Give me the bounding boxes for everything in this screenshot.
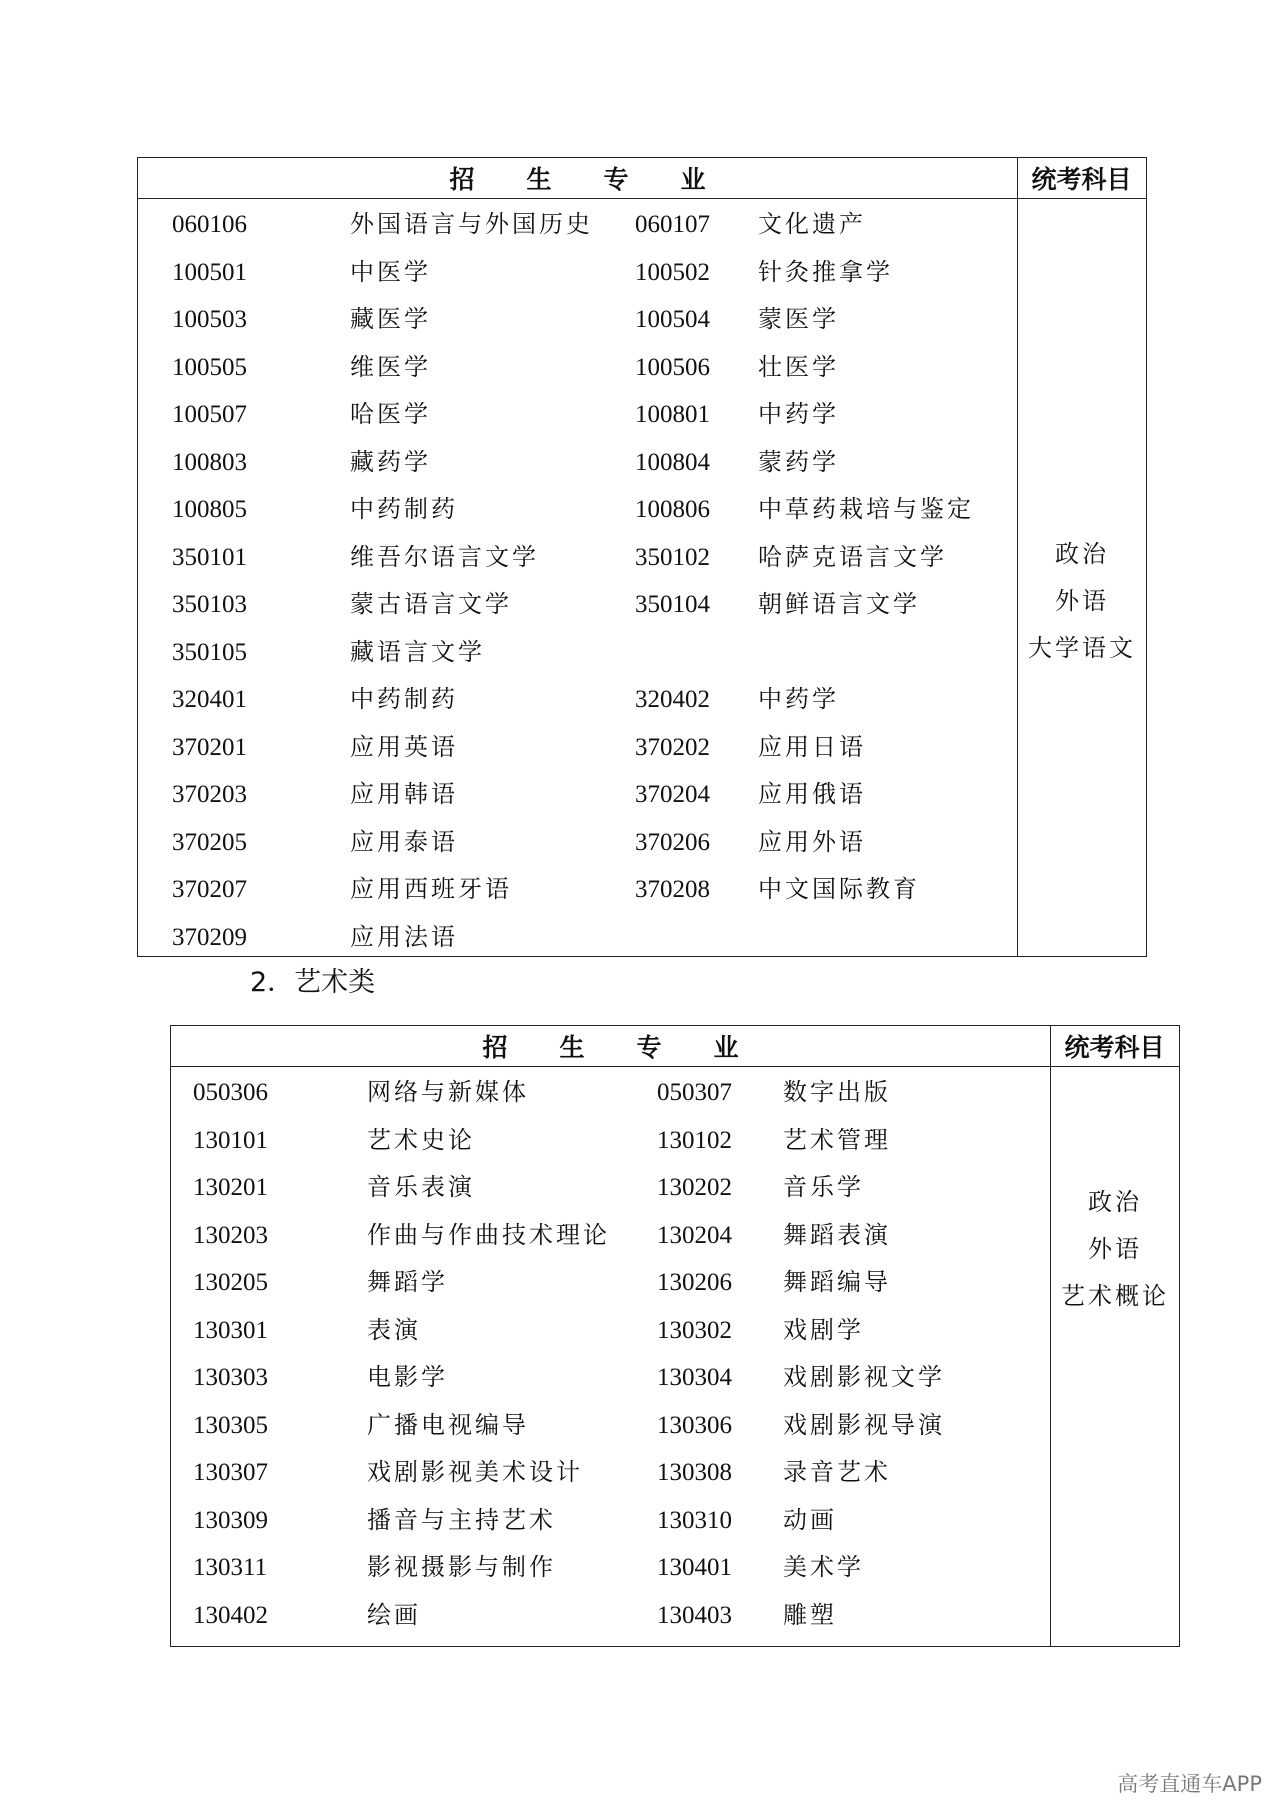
major-code: 130206 (657, 1269, 732, 1296)
major-code: 350101 (172, 543, 247, 571)
major-code: 130302 (657, 1316, 732, 1344)
table-row (171, 1259, 1050, 1306)
header-char: 生 (526, 165, 552, 194)
major-name: 朝鲜语言文学 (758, 590, 920, 618)
major-code: 060106 (172, 211, 247, 238)
major-code: 320402 (635, 686, 710, 713)
table-row (138, 771, 1017, 818)
major-name: 动画 (783, 1505, 837, 1534)
major-name: 维吾尔语言文学 (350, 542, 539, 571)
major-code: 370209 (172, 923, 247, 951)
table-row (138, 724, 1017, 771)
major-name: 雕塑 (783, 1600, 837, 1629)
major-name: 戏剧学 (783, 1315, 864, 1344)
table-row (138, 866, 1017, 913)
major-name: 广播电视编导 (367, 1410, 529, 1439)
subject-header: 统考科目 (1064, 1033, 1165, 1062)
major-code: 100801 (635, 401, 710, 428)
major-name: 中药制药 (350, 495, 458, 523)
major-code: 050307 (657, 1079, 732, 1106)
major-name: 蒙医学 (758, 305, 839, 333)
major-name: 中药学 (758, 685, 839, 713)
major-name: 舞蹈编导 (783, 1268, 891, 1296)
major-code: 370208 (635, 876, 710, 903)
major-code: 130101 (193, 1126, 268, 1154)
major-name: 哈萨克语言文学 (758, 542, 947, 571)
major-name: 影视摄影与制作 (367, 1553, 556, 1581)
major-code: 130403 (657, 1601, 732, 1629)
major-name: 应用韩语 (350, 780, 458, 808)
header-char: 业 (713, 1033, 739, 1062)
header-char: 业 (680, 165, 706, 194)
major-code: 100502 (635, 258, 710, 286)
header-char: 招 (482, 1033, 508, 1062)
majors-table-2 (170, 1025, 1180, 1647)
major-code: 100501 (172, 258, 247, 286)
table-row (138, 201, 1017, 248)
major-code: 350104 (635, 591, 710, 618)
major-code: 100504 (635, 306, 710, 333)
table-header (171, 1026, 1179, 1067)
table-row (138, 629, 1017, 676)
subject-art-theory: 艺术概论 (1061, 1282, 1169, 1310)
major-code: 350105 (172, 638, 247, 666)
major-name: 播音与主持艺术 (367, 1505, 556, 1534)
major-name: 中药学 (758, 400, 839, 428)
table-row (138, 914, 1017, 961)
major-code: 100804 (635, 448, 710, 476)
subject-foreign-language: 外语 (1088, 1235, 1142, 1263)
major-code: 100803 (172, 448, 247, 476)
major-code: 130203 (193, 1221, 268, 1249)
major-name: 数字出版 (783, 1078, 891, 1106)
major-header (138, 158, 1017, 198)
major-code: 060107 (635, 211, 710, 238)
major-name: 美术学 (783, 1553, 864, 1581)
major-name: 应用西班牙语 (350, 875, 512, 903)
major-name: 中草药栽培与鉴定 (758, 495, 974, 523)
major-code: 050306 (193, 1079, 268, 1106)
major-code: 130304 (657, 1364, 732, 1391)
major-code: 130307 (193, 1459, 268, 1486)
major-code: 350102 (635, 543, 710, 571)
major-code: 370206 (635, 828, 710, 856)
major-name: 应用英语 (350, 732, 458, 761)
major-code: 100503 (172, 306, 247, 333)
major-name: 作曲与作曲技术理论 (367, 1220, 610, 1249)
major-code: 100507 (172, 401, 247, 428)
major-name: 网络与新媒体 (367, 1078, 529, 1106)
column-divider (1050, 1026, 1051, 1646)
major-name: 应用外语 (758, 827, 866, 856)
major-name: 中药制药 (350, 685, 458, 713)
major-name: 中医学 (350, 257, 431, 286)
major-name: 应用泰语 (350, 827, 458, 856)
major-name: 针灸推拿学 (758, 257, 893, 286)
major-code: 130204 (657, 1221, 732, 1249)
table-row (138, 676, 1017, 723)
major-code: 130201 (193, 1174, 268, 1201)
subject-foreign-language: 外语 (1055, 587, 1109, 615)
major-name: 戏剧影视文学 (783, 1363, 945, 1391)
table-row (171, 1117, 1050, 1164)
subject-header: 统考科目 (1031, 165, 1132, 194)
table-row (171, 1164, 1050, 1211)
major-code: 100506 (635, 353, 710, 381)
major-name: 艺术管理 (783, 1125, 891, 1154)
major-name: 蒙药学 (758, 447, 839, 476)
header-char: 专 (603, 165, 629, 194)
major-code: 130310 (657, 1506, 732, 1534)
major-code: 370202 (635, 733, 710, 761)
major-code: 370207 (172, 876, 247, 903)
major-name: 中文国际教育 (758, 875, 920, 903)
major-name: 外国语言与外国历史 (350, 210, 593, 238)
major-code: 370203 (172, 781, 247, 808)
major-name: 舞蹈学 (367, 1268, 448, 1296)
major-name: 文化遗产 (758, 210, 866, 238)
major-name: 应用日语 (758, 732, 866, 761)
major-code: 130102 (657, 1126, 732, 1154)
major-code: 130401 (657, 1554, 732, 1581)
major-code: 130309 (193, 1506, 268, 1534)
major-name: 录音艺术 (783, 1458, 891, 1486)
major-code: 130308 (657, 1459, 732, 1486)
major-name: 壮医学 (758, 352, 839, 381)
major-code: 100805 (172, 496, 247, 523)
major-code: 130305 (193, 1411, 268, 1439)
section-title: 2．艺术类 (250, 967, 376, 998)
major-code: 100806 (635, 496, 710, 523)
table-row (171, 1307, 1050, 1354)
major-code: 320401 (172, 686, 247, 713)
major-code: 370201 (172, 733, 247, 761)
exam-subjects (1018, 531, 1146, 672)
table-row (138, 439, 1017, 486)
major-code: 370205 (172, 828, 247, 856)
major-name: 维医学 (350, 352, 431, 381)
major-name: 应用俄语 (758, 780, 866, 808)
watermark: 高考直通车APP (1117, 1772, 1262, 1796)
table-row (138, 581, 1017, 628)
major-code: 130402 (193, 1601, 268, 1629)
table-row (138, 534, 1017, 581)
table-row (138, 296, 1017, 343)
major-code: 130202 (657, 1174, 732, 1201)
major-name: 藏药学 (350, 447, 431, 476)
major-name: 蒙古语言文学 (350, 590, 512, 618)
table-row (171, 1497, 1050, 1544)
header-char: 招 (449, 165, 475, 194)
major-name: 藏语言文学 (350, 637, 485, 666)
header-char: 生 (559, 1033, 585, 1062)
major-name: 戏剧影视导演 (783, 1410, 945, 1439)
table-row (138, 486, 1017, 533)
major-code: 100505 (172, 353, 247, 381)
table-row (138, 344, 1017, 391)
major-code: 130303 (193, 1364, 268, 1391)
exam-subjects (1051, 1179, 1179, 1320)
table-row (171, 1069, 1050, 1116)
major-code: 350103 (172, 591, 247, 618)
major-name: 应用法语 (350, 922, 458, 951)
table-row (171, 1212, 1050, 1259)
major-name: 舞蹈表演 (783, 1220, 891, 1249)
table-row (171, 1592, 1050, 1639)
major-name: 戏剧影视美术设计 (367, 1458, 583, 1486)
table-row (138, 819, 1017, 866)
major-name: 音乐表演 (367, 1173, 475, 1201)
subject-college-chinese: 大学语文 (1028, 634, 1136, 662)
major-name: 表演 (367, 1315, 421, 1344)
major-header (171, 1026, 1050, 1066)
major-code: 130301 (193, 1316, 268, 1344)
subject-politics: 政治 (1088, 1188, 1142, 1216)
major-name: 电影学 (367, 1363, 448, 1391)
major-code: 130205 (193, 1269, 268, 1296)
major-name: 绘画 (367, 1600, 421, 1629)
major-name: 哈医学 (350, 400, 431, 428)
table-row (171, 1354, 1050, 1401)
major-code: 370204 (635, 781, 710, 808)
subject-politics: 政治 (1055, 540, 1109, 568)
major-code: 130311 (193, 1554, 268, 1581)
header-char: 专 (636, 1033, 662, 1062)
table-row (171, 1449, 1050, 1496)
table-row (171, 1544, 1050, 1591)
major-name: 音乐学 (783, 1173, 864, 1201)
table-row (138, 391, 1017, 438)
table-header (138, 158, 1146, 199)
table-row (138, 249, 1017, 296)
majors-table-1 (137, 157, 1147, 957)
major-name: 藏医学 (350, 305, 431, 333)
major-name: 艺术史论 (367, 1125, 475, 1154)
major-code: 130306 (657, 1411, 732, 1439)
table-row (171, 1402, 1050, 1449)
